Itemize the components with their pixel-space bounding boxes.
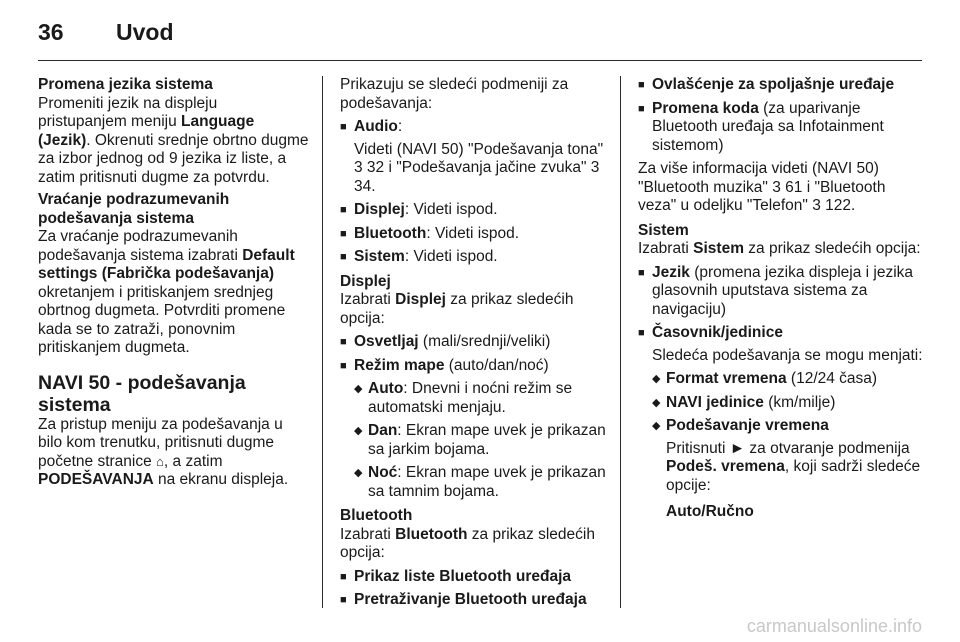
heading-displej: Displej bbox=[340, 272, 391, 290]
heading-default-1: Vraćanje podrazumevanih bbox=[38, 191, 230, 208]
reference-arrow-icon: 3 bbox=[590, 159, 600, 176]
sub-item-navi-jedinice: ◆ NAVI jedinice (km/milje) bbox=[652, 394, 923, 413]
paragraph-intro: Prikazuju se sledeći podmeniji za podešavanja: bbox=[340, 76, 569, 112]
sub-item-auto: ◆ Auto: Dnevni i noćni režim se automatski menjaju. bbox=[354, 380, 606, 417]
home-icon: ⌂ bbox=[156, 453, 164, 469]
paragraph-casovnik: Sledeća podešavanja se mogu menjati: bbox=[652, 346, 923, 364]
list-item-ovlascenje: ■ Ovlašćenje za spoljašnje uređaje bbox=[638, 76, 923, 95]
reference-arrow-icon: 3 bbox=[812, 197, 821, 214]
paragraph-auto-rucno: Auto/Ručno bbox=[666, 503, 754, 520]
heading-bluetooth: Bluetooth bbox=[340, 507, 413, 524]
list-item-rezim-mape: ■ Režim mape (auto/dan/noć) bbox=[340, 357, 606, 376]
page-number: 36 bbox=[38, 18, 64, 45]
list-item-sistem: ■ Sistem: Videti ispod. bbox=[340, 248, 606, 267]
page-title: Uvod bbox=[116, 18, 174, 45]
heading-navi-50: NAVI 50 - podešavanja sistema bbox=[38, 371, 246, 416]
paragraph-navi: Za pristup meniju za podešavanja u bilo kom trenutku, pritisnuti dugme početne stranice ⌂, a zatim PODEŠAVANJA na ekranu displeja. bbox=[38, 415, 289, 488]
column-3 bbox=[638, 76, 923, 522]
paragraph-default: Za vraćanje podrazumevanih podešavanja sistema izabrati Default settings (Fabrička podešavanja) okretanjem i pritiskanjem srednjeg obrtnog dugmeta. Potvrditi promene kada se to zatraži, ponovnim pritiskanjem dugmeta. bbox=[38, 228, 295, 356]
list-item-promena-koda: ■ Promena koda (za uparivanje Bluetooth uređaja sa Infotainment sistemom) bbox=[638, 100, 923, 156]
column-divider-1 bbox=[322, 76, 323, 608]
list-item-casovnik: ■ Časovnik/jedinice bbox=[638, 324, 923, 343]
heading-default-2: podešavanja sistema bbox=[38, 209, 194, 227]
list-item-displej: ■ Displej: Videti ispod. bbox=[340, 201, 606, 220]
paragraph-language: Promeniti jezik na displeju pristupanjem meniju Language (Jezik). Okrenuti srednje obrtno dugme za izbor jednog od 9 jezika iz liste, a zatim pritisnuti dugme za potvrdu. bbox=[38, 94, 309, 186]
sub-item-dan: ◆ Dan: Ekran mape uvek je prikazan sa jarkim bojama. bbox=[354, 422, 606, 459]
header-rule bbox=[38, 60, 922, 61]
list-item-bt-list: ■ Prikaz liste Bluetooth uređaja bbox=[340, 568, 606, 587]
paragraph-audio: Videti (NAVI 50) "Podešavanja tona" 3 32 i "Podešavanja jačine zvuka" 3 34. bbox=[354, 140, 604, 195]
heading-sistem: Sistem bbox=[638, 221, 689, 239]
paragraph-podesavanje-vremena: Pritisnuti ► za otvaranje podmenija Podeš. vremena, koji sadrži sledeće opcije: bbox=[666, 439, 921, 494]
sub-item-noc: ◆ Noć: Ekran mape uvek je prikazan sa tamnim bojama. bbox=[354, 464, 606, 501]
list-item-bluetooth: ■ Bluetooth: Videti ispod. bbox=[340, 225, 606, 244]
page-header bbox=[38, 16, 174, 48]
watermark: carmanualsonline.info bbox=[746, 616, 922, 636]
sub-item-podesavanje-vremena: ◆ Podešavanje vremena bbox=[652, 417, 923, 436]
right-arrow-icon: ► bbox=[729, 439, 746, 457]
paragraph-bluetooth: Izabrati Bluetooth za prikaz sledećih opcija: bbox=[340, 525, 595, 561]
reference-arrow-icon: 3 bbox=[354, 159, 363, 176]
reference-arrow-icon: 3 bbox=[772, 178, 781, 196]
list-item-jezik: ■ Jezik (promena jezika displeja i jezika glasovnih uputstava sistema za navigaciju) bbox=[638, 264, 923, 320]
paragraph-more-info: Za više informacija videti (NAVI 50) "Bluetooth muzika" 3 61 i "Bluetooth veza" u odeljku "Telefon" 3 122. bbox=[638, 160, 886, 214]
column-2 bbox=[340, 76, 606, 610]
column-divider-2 bbox=[620, 76, 621, 608]
heading-language: Promena jezika sistema bbox=[38, 76, 213, 93]
column-1 bbox=[38, 76, 310, 490]
list-item-osvetljaj: ■ Osvetljaj (mali/srednji/veliki) bbox=[340, 333, 606, 352]
paragraph-displej: Izabrati Displej za prikaz sledećih opcija: bbox=[340, 291, 574, 327]
sub-item-format-vremena: ◆ Format vremena (12/24 časa) bbox=[652, 370, 923, 389]
list-item-bt-search: ■ Pretraživanje Bluetooth uređaja bbox=[340, 591, 606, 610]
list-item-audio: ■ Audio: bbox=[340, 118, 606, 137]
paragraph-sistem: Izabrati Sistem za prikaz sledećih opcija: bbox=[638, 240, 921, 257]
